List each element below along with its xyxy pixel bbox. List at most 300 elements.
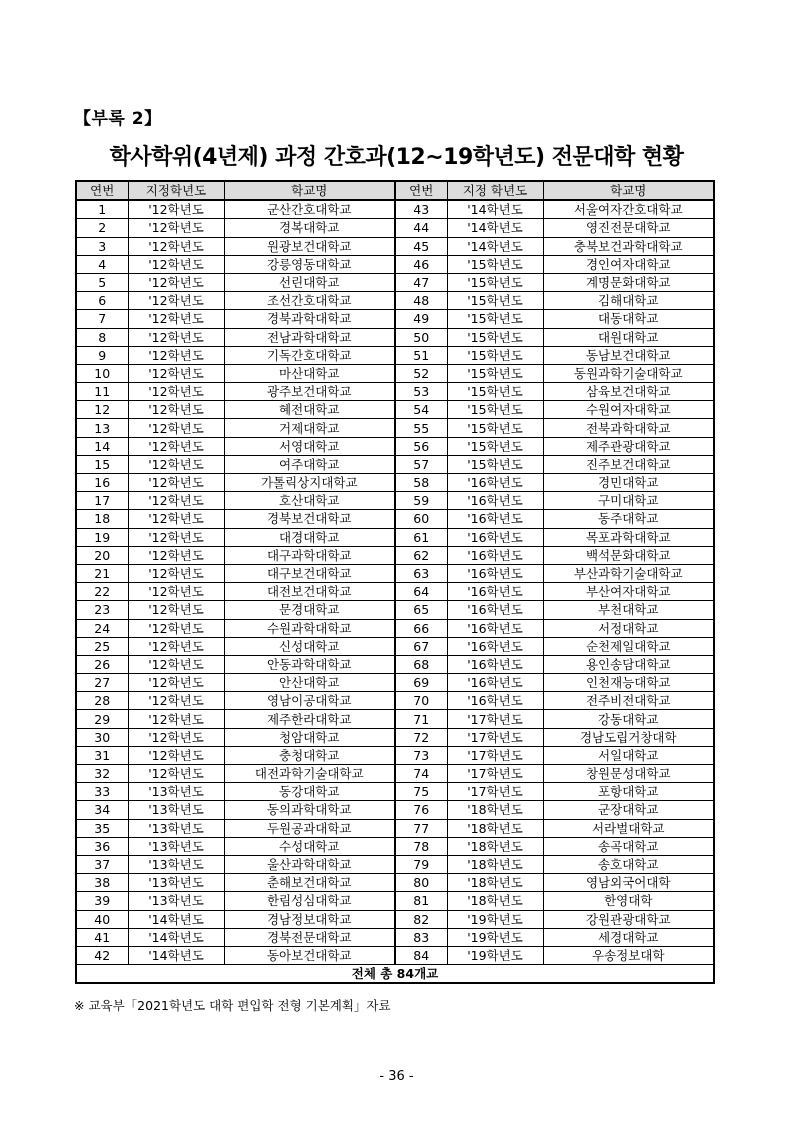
row-number: 19: [76, 528, 128, 546]
school-name: 두원공과대학교: [224, 819, 395, 837]
school-name: 경복대학교: [224, 219, 395, 237]
total-row: [76, 965, 714, 984]
row-number: 84: [395, 946, 447, 964]
designated-year: '16학년도: [447, 655, 543, 673]
row-number: 21: [76, 564, 128, 582]
school-name: 군장대학교: [543, 801, 714, 819]
school-name: 기독간호대학교: [224, 346, 395, 364]
designated-year: '18학년도: [447, 855, 543, 873]
designated-year: '12학년도: [128, 692, 224, 710]
school-name: 마산대학교: [224, 364, 395, 382]
school-name: 안동과학대학교: [224, 655, 395, 673]
row-number: 18: [76, 510, 128, 528]
designated-year: '12학년도: [128, 255, 224, 273]
designated-year: '12학년도: [128, 364, 224, 382]
designated-year: '15학년도: [447, 310, 543, 328]
designated-year: '12학년도: [128, 674, 224, 692]
school-name: 신성대학교: [224, 637, 395, 655]
designated-year: '16학년도: [447, 546, 543, 564]
row-number: 67: [395, 637, 447, 655]
school-name: 동강대학교: [224, 783, 395, 801]
row-number: 42: [76, 946, 128, 964]
row-number: 30: [76, 728, 128, 746]
designated-year: '16학년도: [447, 619, 543, 637]
table-row: [76, 292, 714, 310]
designated-year: '13학년도: [128, 874, 224, 892]
designated-year: '12학년도: [128, 637, 224, 655]
table-row: [76, 255, 714, 273]
row-number: 4: [76, 255, 128, 273]
page-title: 학사학위(4년제) 과정 간호과(12~19학년도) 전문대학 현황: [109, 145, 684, 170]
row-number: 32: [76, 765, 128, 783]
designated-year: '12학년도: [128, 583, 224, 601]
table-row: [76, 601, 714, 619]
school-name: 송호대학교: [543, 855, 714, 873]
row-number: 7: [76, 310, 128, 328]
row-number: 68: [395, 655, 447, 673]
table-row: [76, 310, 714, 328]
designated-year: '12학년도: [128, 200, 224, 219]
designated-year: '12학년도: [128, 273, 224, 291]
school-name: 경북보건대학교: [224, 510, 395, 528]
designated-year: '18학년도: [447, 874, 543, 892]
school-name: 서울여자간호대학교: [543, 200, 714, 219]
school-name: 우송정보대학: [543, 946, 714, 964]
table-row: [76, 765, 714, 783]
school-name: 경민대학교: [543, 474, 714, 492]
table-row: [76, 855, 714, 873]
school-name: 부산과학기술대학교: [543, 564, 714, 582]
row-number: 35: [76, 819, 128, 837]
designated-year: '16학년도: [447, 510, 543, 528]
designated-year: '12학년도: [128, 401, 224, 419]
designated-year: '12학년도: [128, 310, 224, 328]
designated-year: '12학년도: [128, 655, 224, 673]
designated-year: '15학년도: [447, 455, 543, 473]
school-name: 대구과학대학교: [224, 546, 395, 564]
row-number: 75: [395, 783, 447, 801]
designated-year: '13학년도: [128, 855, 224, 873]
table-row: [76, 474, 714, 492]
row-number: 39: [76, 892, 128, 910]
row-number: 76: [395, 801, 447, 819]
school-name: 여주대학교: [224, 455, 395, 473]
header-no-left: 연번: [76, 181, 128, 200]
table-row: [76, 692, 714, 710]
designated-year: '15학년도: [447, 292, 543, 310]
school-name: 제주관광대학교: [543, 437, 714, 455]
designated-year: '12학년도: [128, 419, 224, 437]
table-row: [76, 819, 714, 837]
designated-year: '13학년도: [128, 819, 224, 837]
school-name: 호산대학교: [224, 492, 395, 510]
school-name: 인천재능대학교: [543, 674, 714, 692]
table-row: [76, 874, 714, 892]
row-number: 63: [395, 564, 447, 582]
row-number: 55: [395, 419, 447, 437]
school-name: 강릉영동대학교: [224, 255, 395, 273]
table-row: [76, 783, 714, 801]
school-name: 순천제일대학교: [543, 637, 714, 655]
school-name: 구미대학교: [543, 492, 714, 510]
row-number: 73: [395, 746, 447, 764]
designated-year: '12학년도: [128, 619, 224, 637]
designated-year: '15학년도: [447, 255, 543, 273]
row-number: 6: [76, 292, 128, 310]
row-number: 41: [76, 928, 128, 946]
row-number: 9: [76, 346, 128, 364]
school-name: 수원여자대학교: [543, 401, 714, 419]
row-number: 51: [395, 346, 447, 364]
row-number: 2: [76, 219, 128, 237]
designated-year: '12학년도: [128, 765, 224, 783]
row-number: 70: [395, 692, 447, 710]
row-number: 77: [395, 819, 447, 837]
designated-year: '12학년도: [128, 346, 224, 364]
row-number: 72: [395, 728, 447, 746]
row-number: 27: [76, 674, 128, 692]
school-name: 수원과학대학교: [224, 619, 395, 637]
school-name: 조선간호대학교: [224, 292, 395, 310]
table-row: [76, 655, 714, 673]
designated-year: '16학년도: [447, 492, 543, 510]
table-row: [76, 237, 714, 255]
row-number: 54: [395, 401, 447, 419]
school-name: 동의과학대학교: [224, 801, 395, 819]
school-name: 포항대학교: [543, 783, 714, 801]
designated-year: '12학년도: [128, 746, 224, 764]
school-name: 서영대학교: [224, 437, 395, 455]
school-name: 충청대학교: [224, 746, 395, 764]
designated-year: '18학년도: [447, 892, 543, 910]
school-name: 가톨릭상지대학교: [224, 474, 395, 492]
school-name: 한영대학: [543, 892, 714, 910]
school-name: 세경대학교: [543, 928, 714, 946]
school-name: 삼육보건대학교: [543, 383, 714, 401]
school-name: 서정대학교: [543, 619, 714, 637]
designated-year: '18학년도: [447, 801, 543, 819]
table-row: [76, 364, 714, 382]
school-name: 혜전대학교: [224, 401, 395, 419]
designated-year: '15학년도: [447, 419, 543, 437]
row-number: 36: [76, 837, 128, 855]
school-name: 진주보건대학교: [543, 455, 714, 473]
table-row: [76, 910, 714, 928]
row-number: 38: [76, 874, 128, 892]
school-name: 전주비전대학교: [543, 692, 714, 710]
row-number: 61: [395, 528, 447, 546]
designated-year: '15학년도: [447, 346, 543, 364]
table-row: [76, 728, 714, 746]
header-school-right: 학교명: [543, 181, 714, 200]
table-row: [76, 946, 714, 964]
designated-year: '13학년도: [128, 783, 224, 801]
table-row: [76, 637, 714, 655]
table-row: [76, 492, 714, 510]
school-name: 목포과학대학교: [543, 528, 714, 546]
designated-year: '15학년도: [447, 273, 543, 291]
table-row: [76, 200, 714, 219]
row-number: 22: [76, 583, 128, 601]
designated-year: '19학년도: [447, 946, 543, 964]
school-name: 문경대학교: [224, 601, 395, 619]
page-number: - 36 -: [379, 1069, 414, 1084]
designated-year: '19학년도: [447, 910, 543, 928]
row-number: 16: [76, 474, 128, 492]
row-number: 28: [76, 692, 128, 710]
school-name: 영진전문대학교: [543, 219, 714, 237]
table-row: [76, 837, 714, 855]
row-number: 60: [395, 510, 447, 528]
row-number: 48: [395, 292, 447, 310]
school-name: 경남정보대학교: [224, 910, 395, 928]
row-number: 50: [395, 328, 447, 346]
designated-year: '12학년도: [128, 601, 224, 619]
school-name: 대전보건대학교: [224, 583, 395, 601]
school-name: 부천대학교: [543, 601, 714, 619]
row-number: 53: [395, 383, 447, 401]
school-name: 선린대학교: [224, 273, 395, 291]
row-number: 46: [395, 255, 447, 273]
table-row: [76, 546, 714, 564]
row-number: 79: [395, 855, 447, 873]
school-name: 백석문화대학교: [543, 546, 714, 564]
table-row: [76, 583, 714, 601]
table-row: [76, 710, 714, 728]
school-name: 서라벌대학교: [543, 819, 714, 837]
designated-year: '13학년도: [128, 801, 224, 819]
header-year-left: 지정학년도: [128, 181, 224, 200]
school-name: 거제대학교: [224, 419, 395, 437]
school-name: 창원문성대학교: [543, 765, 714, 783]
school-name: 대원대학교: [543, 328, 714, 346]
designated-year: '16학년도: [447, 674, 543, 692]
school-name: 대전과학기술대학교: [224, 765, 395, 783]
row-number: 43: [395, 200, 447, 219]
row-number: 57: [395, 455, 447, 473]
row-number: 31: [76, 746, 128, 764]
table-row: [76, 401, 714, 419]
designated-year: '14학년도: [128, 910, 224, 928]
header-year-right: 지정 학년도: [447, 181, 543, 200]
row-number: 78: [395, 837, 447, 855]
row-number: 52: [395, 364, 447, 382]
designated-year: '12학년도: [128, 528, 224, 546]
designated-year: '12학년도: [128, 710, 224, 728]
school-name: 군산간호대학교: [224, 200, 395, 219]
school-name: 강동대학교: [543, 710, 714, 728]
table-row: [76, 437, 714, 455]
row-number: 24: [76, 619, 128, 637]
school-name: 용인송담대학교: [543, 655, 714, 673]
school-name: 충북보건과학대학교: [543, 237, 714, 255]
row-number: 71: [395, 710, 447, 728]
row-number: 69: [395, 674, 447, 692]
designated-year: '13학년도: [128, 892, 224, 910]
designated-year: '12학년도: [128, 546, 224, 564]
designated-year: '16학년도: [447, 564, 543, 582]
table-row: [76, 801, 714, 819]
school-name: 청암대학교: [224, 728, 395, 746]
source-note: ※ 교육부「2021학년도 대학 편입학 전형 기본계획」자료: [74, 998, 391, 1013]
designated-year: '12학년도: [128, 383, 224, 401]
school-name: 안산대학교: [224, 674, 395, 692]
school-name: 경북과학대학교: [224, 310, 395, 328]
school-name: 동주대학교: [543, 510, 714, 528]
designated-year: '16학년도: [447, 601, 543, 619]
row-number: 33: [76, 783, 128, 801]
school-name: 수성대학교: [224, 837, 395, 855]
designated-year: '18학년도: [447, 837, 543, 855]
designated-year: '15학년도: [447, 383, 543, 401]
row-number: 45: [395, 237, 447, 255]
designated-year: '16학년도: [447, 583, 543, 601]
row-number: 40: [76, 910, 128, 928]
designated-year: '17학년도: [447, 746, 543, 764]
table-row: [76, 328, 714, 346]
designated-year: '15학년도: [447, 401, 543, 419]
designated-year: '15학년도: [447, 328, 543, 346]
row-number: 56: [395, 437, 447, 455]
table-row: [76, 455, 714, 473]
row-number: 44: [395, 219, 447, 237]
school-name: 전북과학대학교: [543, 419, 714, 437]
row-number: 20: [76, 546, 128, 564]
designated-year: '12학년도: [128, 237, 224, 255]
designated-year: '12학년도: [128, 219, 224, 237]
row-number: 59: [395, 492, 447, 510]
school-name: 계명문화대학교: [543, 273, 714, 291]
designated-year: '19학년도: [447, 928, 543, 946]
appendix-label: 【부록 2】: [74, 109, 162, 129]
header-no-right: 연번: [395, 181, 447, 200]
designated-year: '13학년도: [128, 837, 224, 855]
school-name: 제주한라대학교: [224, 710, 395, 728]
designated-year: '16학년도: [447, 637, 543, 655]
school-name: 경남도립거창대학: [543, 728, 714, 746]
designated-year: '14학년도: [128, 928, 224, 946]
total-count: 전체 총 84개교: [76, 965, 714, 984]
row-number: 17: [76, 492, 128, 510]
school-name: 강원관광대학교: [543, 910, 714, 928]
designated-year: '12학년도: [128, 564, 224, 582]
row-number: 74: [395, 765, 447, 783]
designated-year: '15학년도: [447, 364, 543, 382]
school-name: 원광보건대학교: [224, 237, 395, 255]
row-number: 66: [395, 619, 447, 637]
row-number: 14: [76, 437, 128, 455]
row-number: 37: [76, 855, 128, 873]
designated-year: '12학년도: [128, 328, 224, 346]
table-row: [76, 528, 714, 546]
row-number: 13: [76, 419, 128, 437]
row-number: 1: [76, 200, 128, 219]
row-number: 47: [395, 273, 447, 291]
table-row: [76, 273, 714, 291]
school-name: 김해대학교: [543, 292, 714, 310]
designated-year: '18학년도: [447, 819, 543, 837]
row-number: 26: [76, 655, 128, 673]
table-header-row: [76, 181, 714, 200]
school-name: 울산과학대학교: [224, 855, 395, 873]
designated-year: '12학년도: [128, 492, 224, 510]
designated-year: '16학년도: [447, 474, 543, 492]
school-name: 동남보건대학교: [543, 346, 714, 364]
row-number: 8: [76, 328, 128, 346]
school-name: 한림성심대학교: [224, 892, 395, 910]
table-row: [76, 674, 714, 692]
row-number: 10: [76, 364, 128, 382]
row-number: 15: [76, 455, 128, 473]
designated-year: '14학년도: [447, 219, 543, 237]
row-number: 58: [395, 474, 447, 492]
table-row: [76, 510, 714, 528]
designated-year: '12학년도: [128, 474, 224, 492]
designated-year: '12학년도: [128, 728, 224, 746]
school-name: 동아보건대학교: [224, 946, 395, 964]
row-number: 49: [395, 310, 447, 328]
designated-year: '17학년도: [447, 728, 543, 746]
table-row: [76, 619, 714, 637]
row-number: 5: [76, 273, 128, 291]
table-row: [76, 383, 714, 401]
table-row: [76, 892, 714, 910]
school-name: 대경대학교: [224, 528, 395, 546]
school-name: 광주보건대학교: [224, 383, 395, 401]
designated-year: '15학년도: [447, 437, 543, 455]
row-number: 65: [395, 601, 447, 619]
designated-year: '16학년도: [447, 692, 543, 710]
college-table: [75, 180, 715, 984]
designated-year: '16학년도: [447, 528, 543, 546]
row-number: 80: [395, 874, 447, 892]
row-number: 11: [76, 383, 128, 401]
table-row: [76, 346, 714, 364]
school-name: 서일대학교: [543, 746, 714, 764]
row-number: 25: [76, 637, 128, 655]
school-name: 영남외국어대학: [543, 874, 714, 892]
table-row: [76, 928, 714, 946]
designated-year: '14학년도: [128, 946, 224, 964]
school-name: 동원과학기술대학교: [543, 364, 714, 382]
row-number: 83: [395, 928, 447, 946]
school-name: 대구보건대학교: [224, 564, 395, 582]
school-name: 춘해보건대학교: [224, 874, 395, 892]
row-number: 64: [395, 583, 447, 601]
school-name: 경인여자대학교: [543, 255, 714, 273]
row-number: 29: [76, 710, 128, 728]
designated-year: '12학년도: [128, 510, 224, 528]
designated-year: '17학년도: [447, 765, 543, 783]
designated-year: '12학년도: [128, 437, 224, 455]
school-name: 부산여자대학교: [543, 583, 714, 601]
row-number: 3: [76, 237, 128, 255]
row-number: 23: [76, 601, 128, 619]
row-number: 81: [395, 892, 447, 910]
designated-year: '17학년도: [447, 783, 543, 801]
designated-year: '14학년도: [447, 237, 543, 255]
row-number: 12: [76, 401, 128, 419]
table-row: [76, 419, 714, 437]
designated-year: '17학년도: [447, 710, 543, 728]
table-row: [76, 564, 714, 582]
row-number: 82: [395, 910, 447, 928]
table-row: [76, 746, 714, 764]
school-name: 대동대학교: [543, 310, 714, 328]
school-name: 송곡대학교: [543, 837, 714, 855]
row-number: 34: [76, 801, 128, 819]
school-name: 경북전문대학교: [224, 928, 395, 946]
